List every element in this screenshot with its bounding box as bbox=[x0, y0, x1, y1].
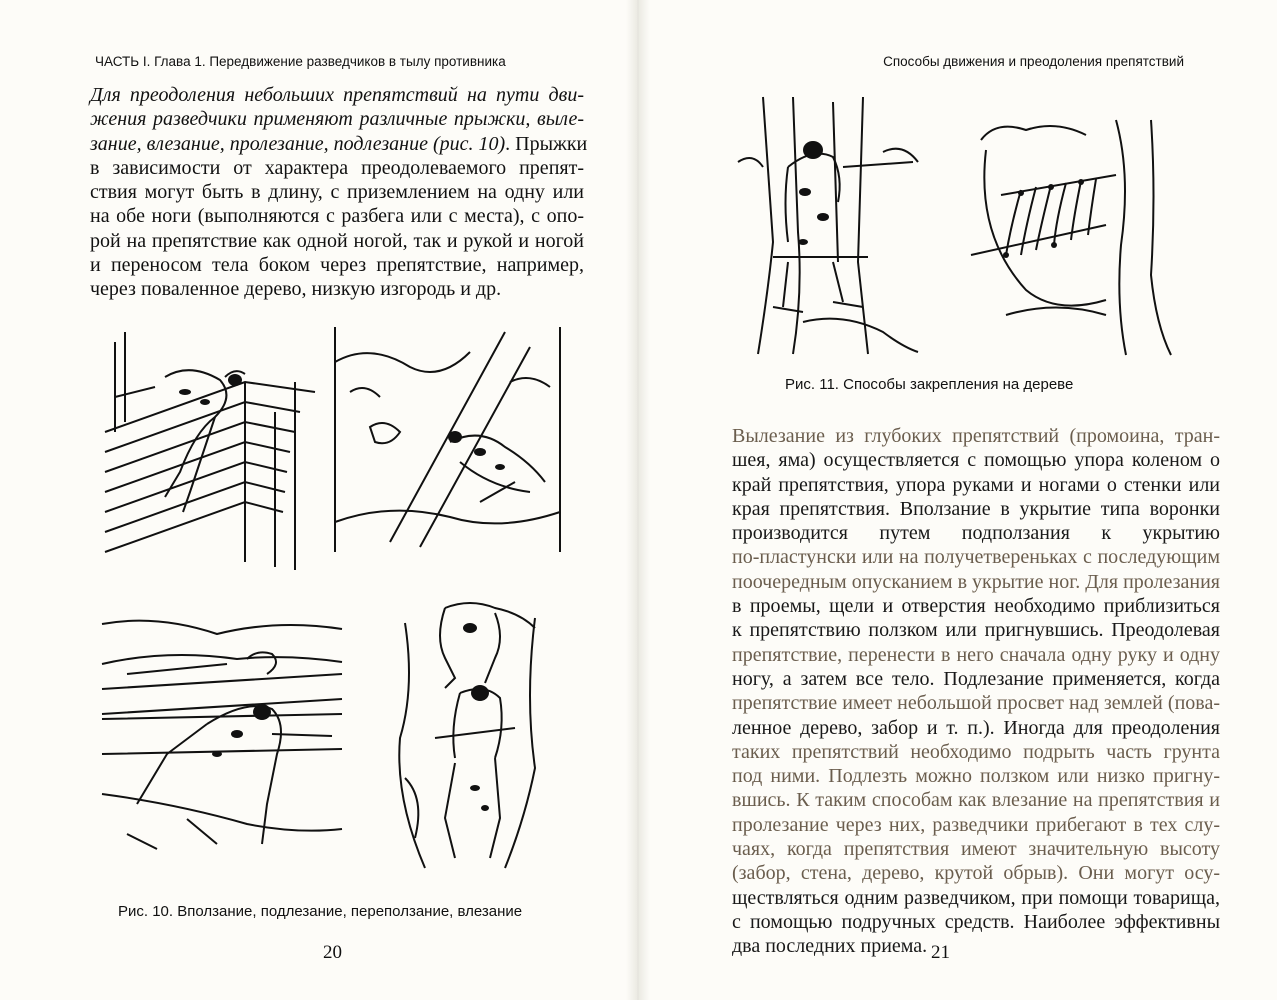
text-line: шея, яма) осуществляется с помощью упора коленом о bbox=[732, 449, 1220, 472]
text-line: по-пластунски или на получетвереньках с последующим bbox=[732, 546, 1220, 569]
figure-10-panel-crawl-across-log bbox=[97, 604, 347, 854]
roman-segment: в зависимости от характера преодолеваемого препят- bbox=[90, 156, 584, 179]
text-line: под ними. Подлезть можно ползком или низко пригну- bbox=[732, 765, 1220, 788]
roman-segment: через поваленное дерево, низкую изгородь и др. bbox=[90, 278, 502, 301]
figure-10-caption: Рис. 10. Вползание, подлезание, переползание, влезание bbox=[118, 903, 523, 920]
figure-11-panel-tree-rope bbox=[966, 115, 1176, 360]
italic-segment: жения разведчики применяют различные прыжки, выле- bbox=[90, 108, 584, 131]
italic-segment: зание, влезание, пролезание, подлезание (рис. 10) bbox=[90, 132, 506, 155]
text-line: с помощью подручных средств. Наиболее эффективны bbox=[732, 910, 1220, 933]
text-line: ленное дерево, забор и т. п.). Иногда для преодоления bbox=[732, 716, 1220, 739]
running-head-left: ЧАСТЬ I. Глава 1. Передвижение разведчиков в тылу противника bbox=[95, 54, 506, 69]
text-line bbox=[90, 83, 584, 107]
text-line: таких препятствий необходимо подрыть часть грунта bbox=[732, 740, 1220, 763]
text-line bbox=[90, 229, 584, 253]
text-line bbox=[90, 132, 588, 156]
figure-10-panel-crawl-under bbox=[330, 322, 565, 557]
roman-segment: рой на препятствие как одной ногой, так и рукой и ногой bbox=[90, 229, 584, 252]
text-line bbox=[90, 204, 584, 228]
text-line: препятствие имеет небольшой просвет над землей (пова- bbox=[732, 692, 1220, 715]
roman-segment: на обе ноги (выполняются с разбега или с места), с опо- bbox=[90, 205, 584, 228]
text-line: пролезание через них, разведчики прибегают в тех слу- bbox=[732, 813, 1220, 836]
figure-10-panel-climb bbox=[385, 598, 555, 873]
text-line: к препятствию ползком или пригнувшись. Преодолевая bbox=[732, 619, 1220, 642]
left-page bbox=[0, 0, 630, 1000]
running-head-right: Способы движения и преодоления препятствий bbox=[883, 54, 1184, 69]
text-line: ногу, а затем все тело. Подлезание применяется, когда bbox=[732, 667, 1220, 690]
text-line: края препятствия. Вползание в укрытие типа воронки bbox=[732, 497, 1220, 520]
text-line bbox=[90, 107, 584, 131]
text-line: вшись. К таким способам как влезание на препятствия и bbox=[732, 789, 1220, 812]
figure-10-panel-crawl-over bbox=[95, 322, 323, 572]
text-line: Вылезание из глубоких препятствий (промоина, тран- bbox=[732, 425, 1220, 447]
text-line: производится путем подползания к укрытию bbox=[732, 522, 1220, 545]
page-number-left: 20 bbox=[323, 942, 342, 963]
text-line bbox=[90, 156, 584, 180]
left-page-paragraph bbox=[90, 83, 588, 302]
text-line bbox=[90, 277, 584, 301]
text-line: ществляться одним разведчиком, при помощи товарища, bbox=[732, 886, 1220, 909]
text-line: (забор, стена, дерево, крутой обрыв). Они могут осу- bbox=[732, 862, 1220, 885]
right-page bbox=[648, 0, 1277, 1000]
page-number-right: 21 bbox=[931, 942, 950, 963]
right-page-paragraph bbox=[732, 424, 1220, 959]
text-line: поочередным опусканием в укрытие ног. Для пролезания bbox=[732, 570, 1220, 593]
roman-segment: и переносом тела боком через препятствие, например, bbox=[90, 254, 584, 277]
text-line bbox=[90, 253, 584, 277]
text-line: чаях, когда препятствия имеют значительную высоту bbox=[732, 838, 1220, 861]
text-line: край препятствия, упора руками и ногами о стенки или bbox=[732, 473, 1220, 496]
italic-segment: Для преодоления небольших препятствий на пути дви- bbox=[90, 84, 584, 106]
text-line bbox=[90, 180, 584, 204]
roman-segment: ствия могут быть в длину, с приземлением на одну или bbox=[90, 181, 584, 204]
figure-11-panel-tree-seat bbox=[733, 92, 923, 357]
text-line: препятствие, перенести в него сначала одну руку и одну bbox=[732, 643, 1220, 666]
figure-11-caption: Рис. 11. Способы закрепления на дереве bbox=[785, 376, 1074, 393]
text-line: в проемы, щели и отверстия необходимо приблизиться bbox=[732, 595, 1220, 618]
roman-segment: . Прыжки bbox=[505, 132, 588, 155]
text-line: два последних приема. bbox=[732, 935, 928, 958]
